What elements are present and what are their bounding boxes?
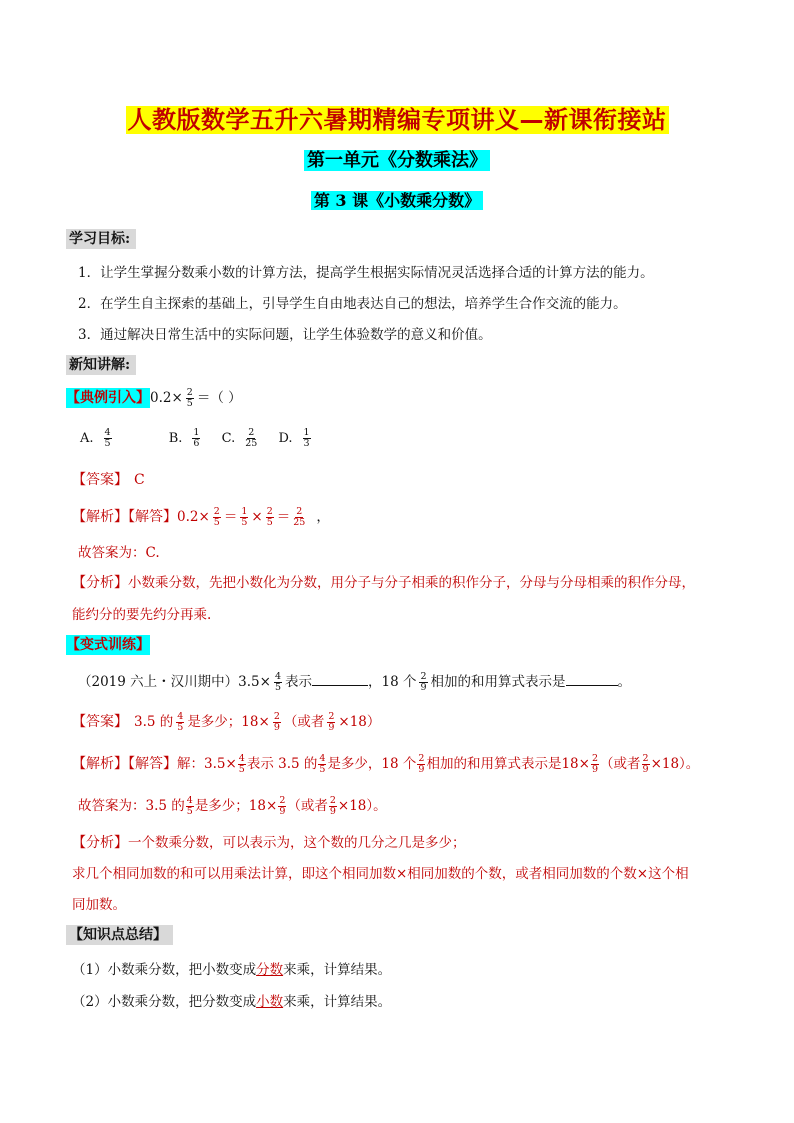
unit-title: 第一单元《分数乘法》 [0,146,794,172]
summary-item: （1）小数乘分数，把小数变成分数来乘，计算结果。 [72,962,392,978]
example-question: 【典例引入】0.2× $\frac{2}{5}$ ＝（ ） [66,387,242,409]
objectives-heading: 学习目标: [66,228,136,248]
answer-blank [566,685,618,686]
variant-answer: 【答案】 3.5 的 $\frac{4}{5}$ 是多少；18× $\frac{2}{9}$ （或者 $\frac{2}{9}$ ×18） [72,711,381,733]
summary-heading: 【知识点总结】 [66,924,173,944]
variant-analysis: 【解析】【解答】解：3.5× $\frac{4}{5}$ 表示 3.5 的 $\frac{4}{5}$ 是多少，18 个 $\frac{2}{9}$ 相加的和用算式表示是18× $\frac{2}{9}$ （或者 $\frac{2}{9}$ ×18）。 [72,753,700,775]
fraction: $\frac{2}{5}$ [186,387,193,409]
summary-item: （2）小数乘分数，把分数变成小数来乘，计算结果。 [72,994,392,1010]
variant-fenxi-cont: 同加数。 [72,897,126,913]
variant-label: 【变式训练】 [66,637,150,653]
example-conclusion: 故答案为：C. [78,545,160,561]
option-c: C. $\frac{2}{25}$ [221,427,258,449]
option-b: B. $\frac{1}{6}$ [168,427,200,449]
variant-conclusion: 故答案为：3.5 的 $\frac{4}{5}$ 是多少；18× $\frac{2}{9}$ （或者 $\frac{2}{9}$ ×18）。 [78,795,387,817]
variant-fenxi: 【分析】一个数乘分数，可以表示为，这个数的几分之几是多少； [72,835,466,851]
example-options [80,428,314,449]
example-analysis: 【解析】【解答】0.2× $\frac{2}{5}$ ＝ $\frac{1}{5}$ × $\frac{2}{5}$ ＝ $\frac{2}{25}$ ， [72,506,330,528]
example-answer: 【答案】 C [72,472,145,488]
example-fenxi-cont: 能约分的要先约分再乘. [72,607,212,623]
answer-blank [312,685,368,686]
variant-question: （2019 六上・汉川期中）3.5× $\frac{4}{5}$ 表示 ，18 个 $\frac{2}{9}$ 相加的和用算式表示是 。 [78,671,632,693]
variant-fenxi-cont: 求几个相同加数的和可以用乘法计算，即这个相同加数×相同加数的个数，或者相同加数的个数×这个相 [72,866,689,882]
option-a: A. $\frac{4}{5}$ [80,427,111,449]
example-fenxi: 【分析】小数乘分数，先把小数化为分数，用分子与分子相乘的积作分子，分母与分母相乘的积作分母， [72,575,695,591]
example-label: 【典例引入】 [66,390,150,406]
objective-item: 3．通过解决日常生活中的实际问题，让学生体验数学的意义和价值。 [78,327,492,343]
lesson-title: 第 3 课《小数乘分数》 [0,188,794,211]
option-d: D. $\frac{1}{3}$ [278,427,310,449]
objective-item: 1．让学生掌握分数乘小数的计算方法，提高学生根据实际情况灵活选择合适的计算方法的能力。 [78,265,654,281]
new-knowledge-heading: 新知讲解: [66,354,136,374]
objective-item: 2．在学生自主探索的基础上，引导学生自由地表达自己的想法，培养学生合作交流的能力。 [78,296,627,312]
document-title: 人教版数学五升六暑期精编专项讲义—新课衔接站 [127,106,667,134]
